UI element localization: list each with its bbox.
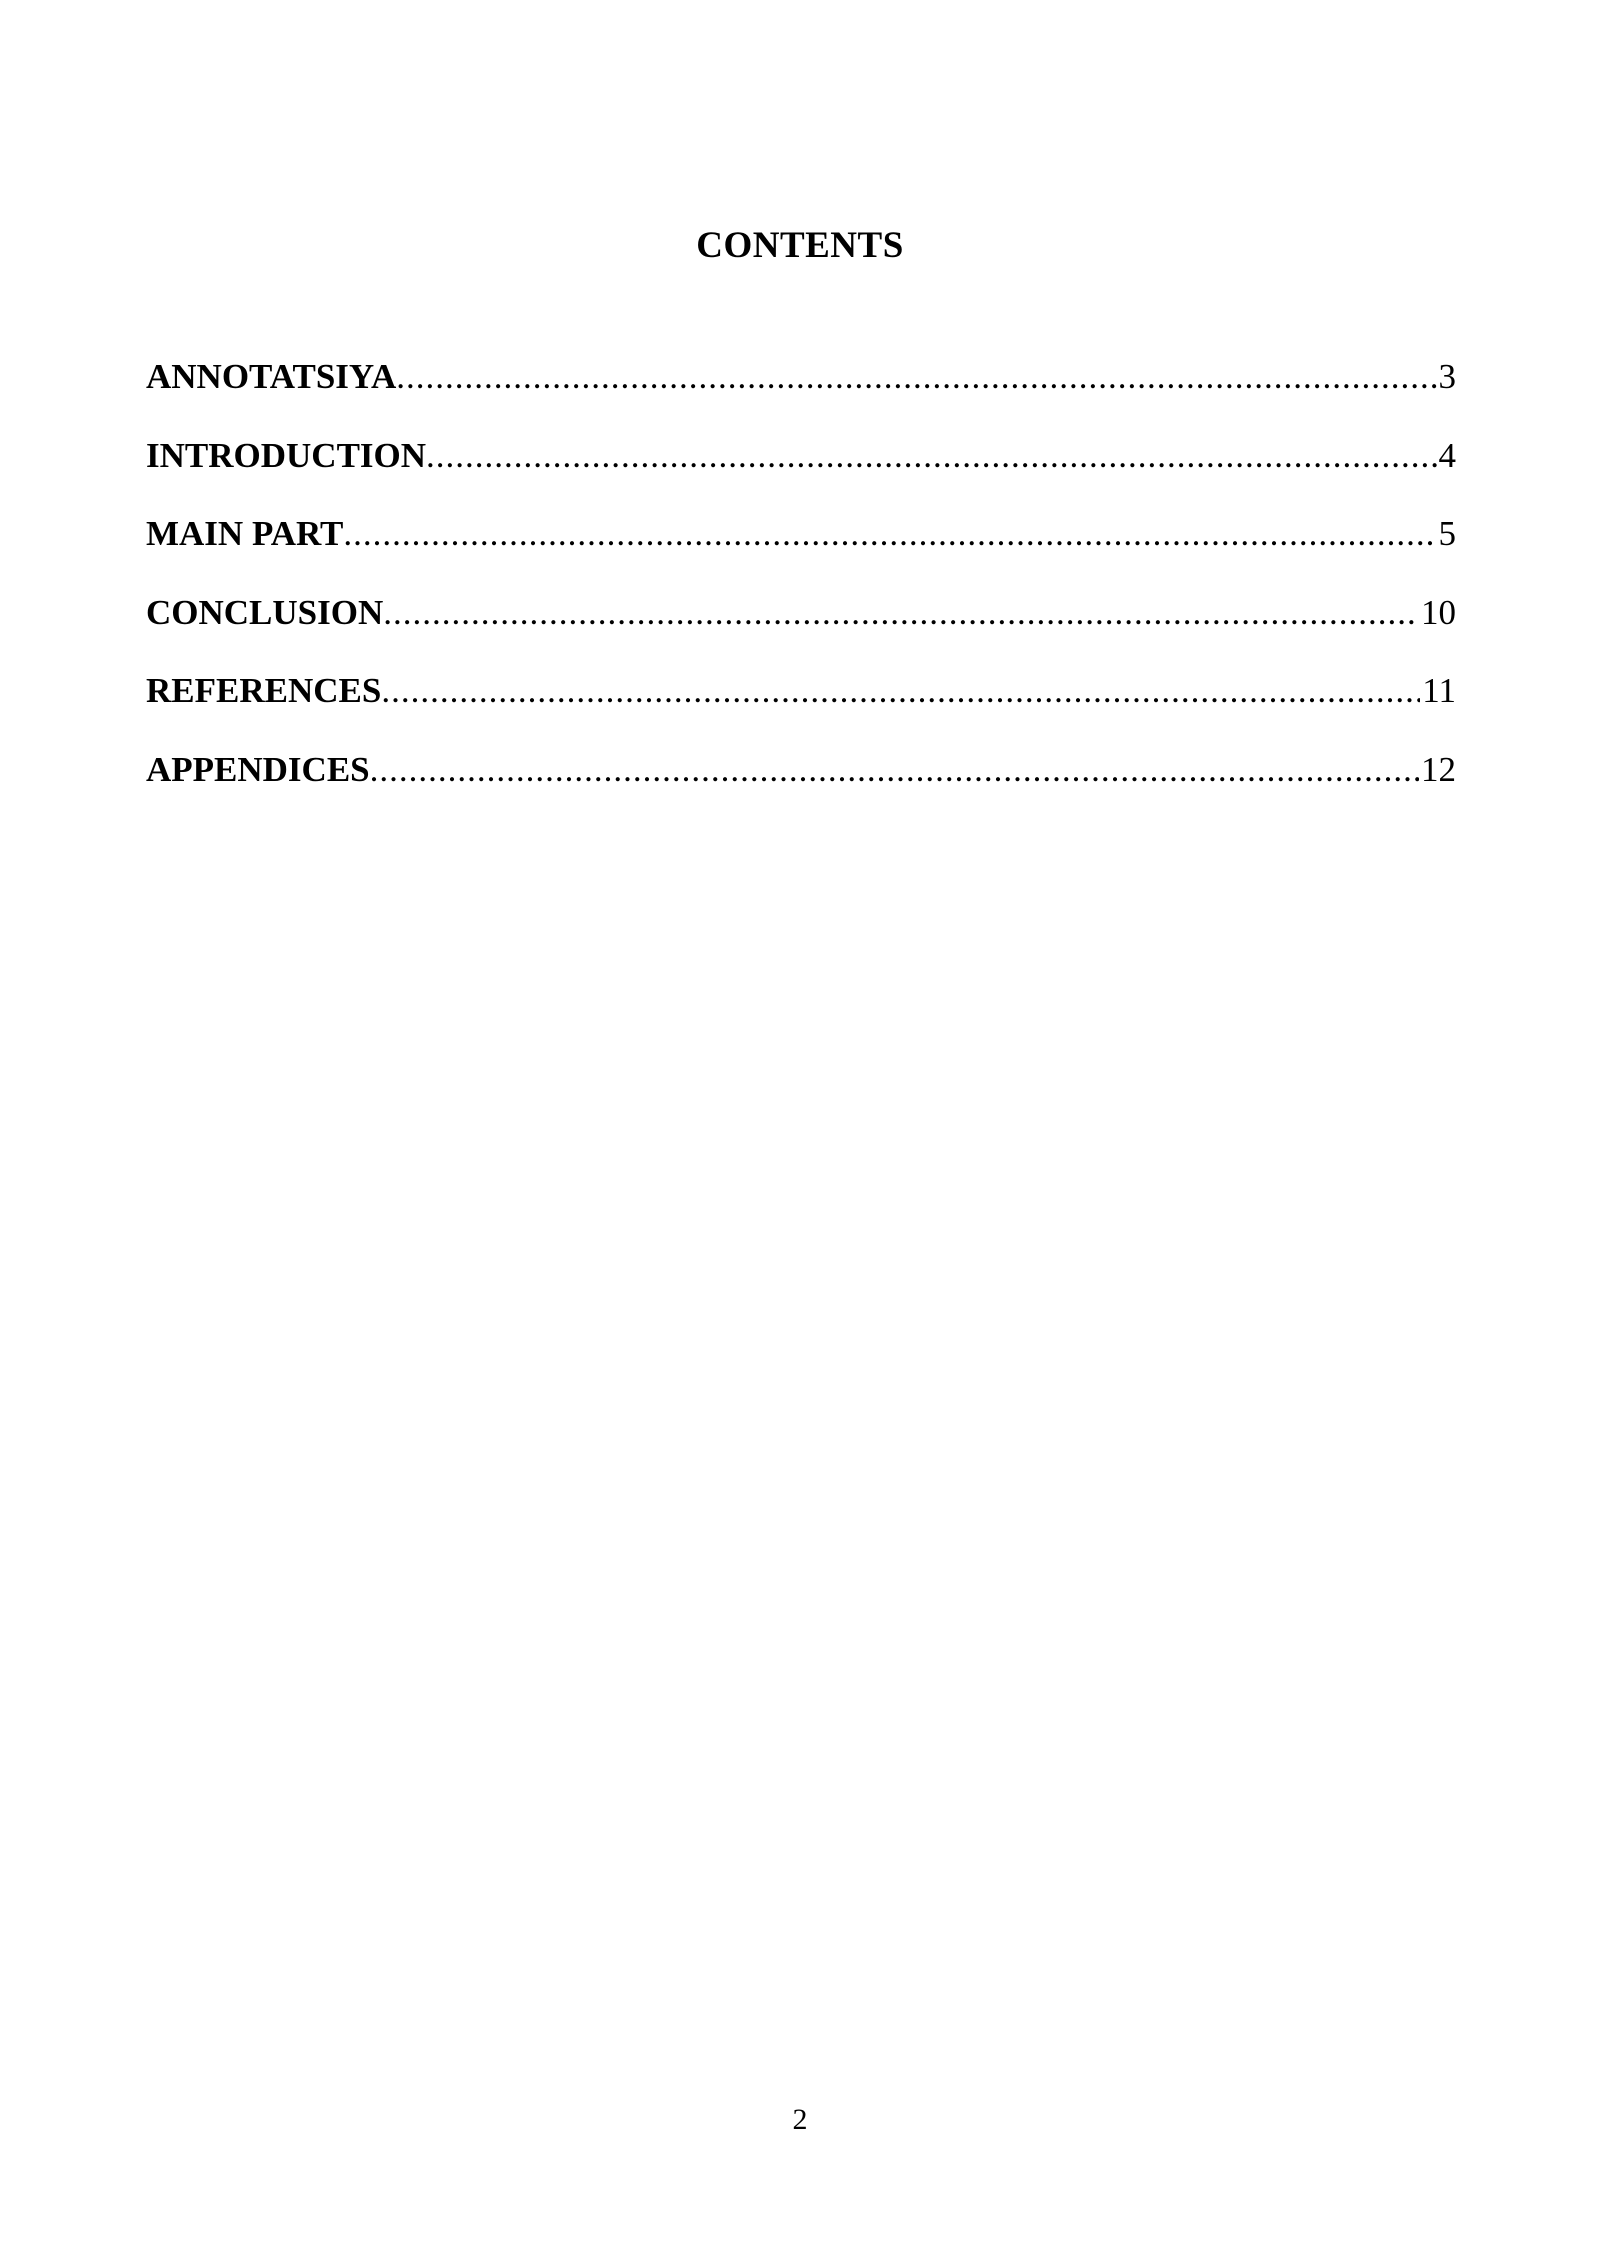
toc-entry-conclusion[interactable] bbox=[146, 589, 1456, 668]
toc-entry-page: 10 bbox=[1421, 592, 1456, 632]
page-number: 2 bbox=[792, 2103, 808, 2136]
toc-entry-title: APPENDICES bbox=[146, 749, 370, 789]
toc-dot-leader bbox=[343, 510, 1436, 558]
page-title: CONTENTS bbox=[696, 225, 904, 266]
toc-dot-leader bbox=[370, 746, 1419, 794]
toc-entry-title: CONCLUSION bbox=[146, 592, 384, 632]
toc-entry-title: REFERENCES bbox=[146, 671, 382, 710]
toc-dot-leader bbox=[426, 432, 1436, 480]
toc-dot-leader bbox=[381, 667, 1420, 715]
toc-dot-leader bbox=[396, 353, 1436, 401]
toc-dot-leader bbox=[383, 589, 1419, 637]
toc-entry-title: INTRODUCTION bbox=[146, 435, 427, 475]
toc-entry-appendices[interactable] bbox=[146, 746, 1456, 825]
toc-entry-title: ANNOTATSIYA bbox=[146, 357, 397, 396]
table-of-contents bbox=[146, 353, 1456, 824]
toc-entry-introduction[interactable] bbox=[146, 432, 1456, 511]
toc-entry-references[interactable] bbox=[146, 667, 1456, 746]
toc-entry-page: 4 bbox=[1438, 435, 1456, 475]
toc-entry-annotatsiya[interactable] bbox=[146, 353, 1456, 432]
toc-entry-page: 12 bbox=[1421, 749, 1456, 789]
toc-entry-page: 3 bbox=[1438, 357, 1456, 396]
toc-entry-page: 5 bbox=[1438, 514, 1456, 553]
toc-entry-page: 11 bbox=[1422, 671, 1456, 710]
toc-entry-title: MAIN PART bbox=[146, 514, 344, 553]
toc-entry-main-part[interactable] bbox=[146, 510, 1456, 589]
